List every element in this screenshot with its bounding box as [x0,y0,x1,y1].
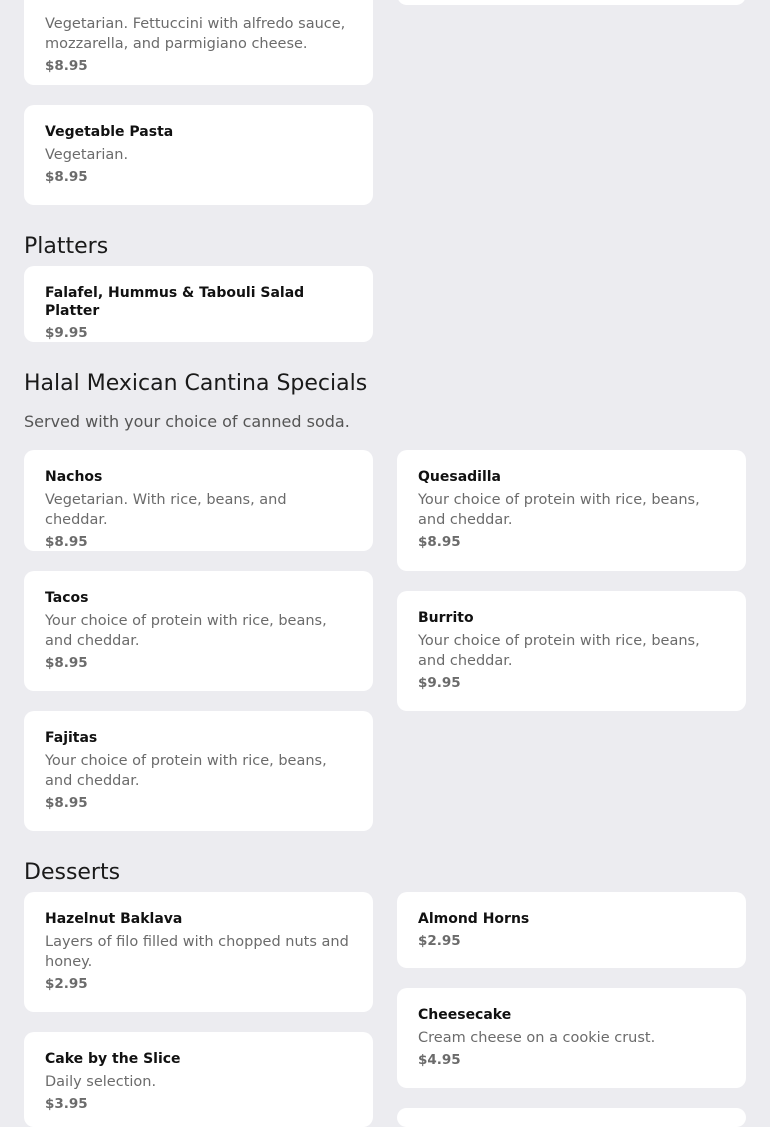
item-name: Hazelnut Baklava [45,911,183,927]
item-description: Vegetarian. With rice, beans, and cheddar. [45,492,287,528]
item-price: $3.95 [45,1096,88,1112]
item-description: Your choice of protein with rice, beans, and cheddar. [45,613,327,649]
item-description: Your choice of protein with rice, beans, and cheddar. [418,492,700,528]
item-name: Cheesecake [418,1007,512,1023]
item-price: $9.95 [45,325,88,341]
menu-item-card[interactable] [24,1032,373,1127]
item-price: $8.95 [45,534,88,550]
item-name: Fajitas [45,730,98,746]
item-description: Your choice of protein with rice, beans, and cheddar. [418,633,700,669]
item-price: $8.95 [418,534,461,550]
item-price: $4.95 [418,1052,461,1068]
menu-item-card[interactable] [24,266,373,342]
item-name: Nachos [45,469,103,485]
item-price: $8.95 [45,795,88,811]
item-name: Vegetable Pasta [45,124,174,140]
menu-item-card[interactable] [397,0,746,5]
menu-item-card[interactable] [397,988,746,1088]
item-price: $8.95 [45,655,88,671]
item-name: Falafel, Hummus & Tabouli Salad Platter [45,285,305,319]
item-description: Vegetarian. Fettuccini with alfredo sauce, mozzarella, and parmigiano cheese. [45,16,346,52]
item-name: Quesadilla [418,469,502,485]
section-title-mexican: Halal Mexican Cantina Specials [24,371,368,396]
menu-item-card[interactable] [397,1108,746,1127]
menu-item-card[interactable] [397,892,746,968]
item-name: Burrito [418,610,474,626]
item-price: $8.95 [45,169,88,185]
menu-item-card[interactable] [24,450,373,551]
item-price: $2.95 [45,976,88,992]
menu-item-card[interactable] [24,892,373,1012]
menu-item-card[interactable] [397,591,746,711]
item-name: Almond Horns [418,911,530,927]
item-price: $8.95 [45,58,88,74]
item-description: Cream cheese on a cookie crust. [418,1030,656,1046]
item-description: Daily selection. [45,1074,157,1090]
item-name: Tacos [45,590,89,606]
item-price: $9.95 [418,675,461,691]
menu-item-card[interactable] [24,0,373,85]
menu-item-card[interactable] [24,571,373,691]
menu-item-card[interactable] [24,105,373,205]
item-name: Cake by the Slice [45,1051,181,1067]
menu-item-card[interactable] [397,450,746,571]
section-title-platters: Platters [24,234,109,259]
item-description: Layers of filo filled with chopped nuts and honey. [45,934,349,970]
item-price: $2.95 [418,933,461,949]
item-description: Vegetarian. [45,147,129,163]
menu-item-card[interactable] [24,711,373,831]
section-title-desserts: Desserts [24,860,121,885]
item-description: Your choice of protein with rice, beans, and cheddar. [45,753,327,789]
section-subtitle: Served with your choice of canned soda. [24,412,350,431]
